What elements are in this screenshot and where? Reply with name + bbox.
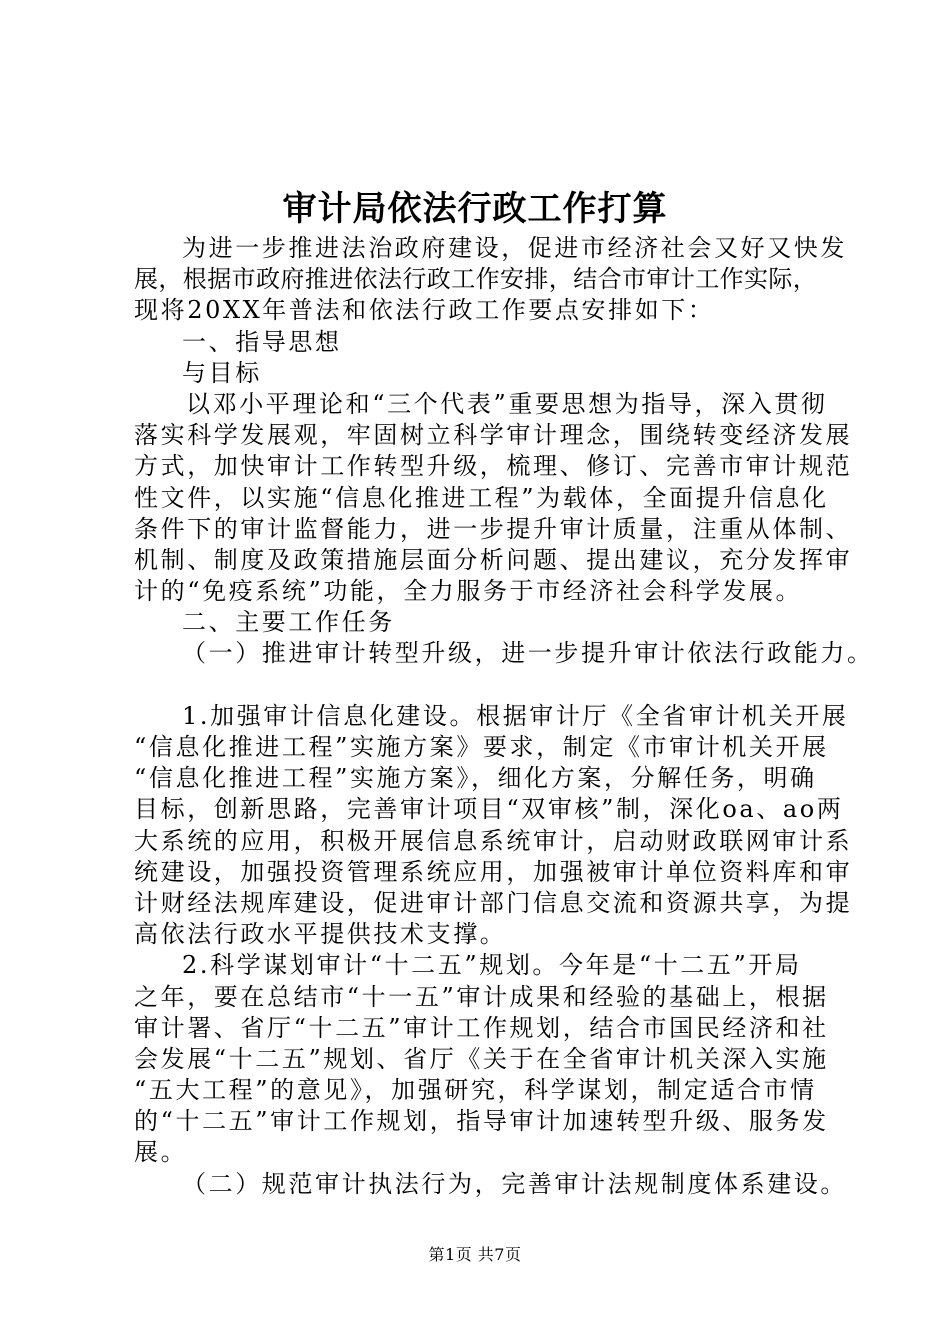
paragraph-line: 大系统的应用，积极开展信息系统审计，启动财政联网审计系 bbox=[134, 826, 853, 855]
paragraph-line: 条件下的审计监督能力，进一步提升审计质量，注重从体制、 bbox=[134, 514, 853, 543]
paragraph-line: 2.科学谋划审计“十二五”规划。今年是“十二五”开局 bbox=[182, 951, 802, 980]
paragraph-line: 机制、制度及政策措施层面分析问题、提出建议，充分发挥审 bbox=[134, 545, 853, 574]
paragraph-line: 为进一步推进法治政府建设，促进市经济社会又好又快发 bbox=[182, 234, 847, 262]
paragraph-line: 高依法行政水平提供技术支撑。 bbox=[134, 920, 507, 949]
section-heading: 二、主要工作任务 bbox=[182, 608, 395, 637]
paragraph-line: 计财经法规库建设，促进审计部门信息交流和资源共享，为提 bbox=[134, 888, 853, 917]
paragraph-line: 落实科学发展观，牢固树立科学审计理念，围绕转变经济发展 bbox=[134, 421, 853, 450]
paragraph-line: 1.加强审计信息化建设。根据审计厅《全省审计机关开展 bbox=[182, 701, 849, 730]
paragraph-line: 的“十二五”审计工作规划，指导审计加速转型升级、服务发 bbox=[134, 1107, 829, 1136]
subsection-heading: （一）推进审计转型升级，进一步提升审计依法行政能力。 bbox=[182, 639, 874, 668]
paragraph-line: 展，根据市政府推进依法行政工作安排，结合市审计工作实际， bbox=[134, 265, 818, 294]
section-heading: 与目标 bbox=[182, 358, 262, 387]
section-heading: 一、指导思想 bbox=[182, 327, 342, 356]
paragraph-line: 方式，加快审计工作转型升级，梳理、修订、完善市审计规范 bbox=[134, 452, 853, 481]
blank-line bbox=[134, 670, 834, 701]
paragraph-line: “信息化推进工程”实施方案》，细化方案，分解任务，明确 bbox=[134, 764, 817, 793]
paragraph-line: “五大工程”的意见》，加强研究，科学谋划，制定适合市情 bbox=[134, 1076, 817, 1105]
subsection-heading: （二）规范审计执法行为，完善审计法规制度体系建设。 bbox=[182, 1169, 847, 1198]
paragraph-line: 以邓小平理论和“三个代表”重要思想为指导，深入贯彻 bbox=[186, 389, 828, 418]
paragraph-line: 会发展“十二五”规划、省厅《关于在全省审计机关深入实施 bbox=[134, 1044, 829, 1073]
paragraph-line: 计的“免疫系统”功能，全力服务于市经济社会科学发展。 bbox=[134, 577, 803, 606]
document-title: 审计局依法行政工作打算 bbox=[282, 189, 668, 229]
paragraph-line: 审计署、省厅“十二五”审计工作规划，结合市国民经济和社 bbox=[134, 1013, 829, 1042]
paragraph-line: 统建设，加强投资管理系统应用，加强被审计单位资料库和审 bbox=[134, 857, 853, 886]
document-body bbox=[134, 233, 874, 1200]
paragraph-line: 性文件，以实施“信息化推进工程”为载体，全面提升信息化 bbox=[134, 483, 829, 512]
paragraph-line: 之年，要在总结市“十一五”审计成果和经验的基础上，根据 bbox=[134, 982, 829, 1011]
paragraph-line: “信息化推进工程”实施方案》要求，制定《市审计机关开展 bbox=[134, 733, 829, 761]
paragraph-line: 展。 bbox=[134, 1138, 188, 1167]
page-footer: 第1页 共7页 bbox=[428, 1245, 522, 1264]
paragraph-line: 目标，创新思路，完善审计项目“双审核”制，深化oa、ao两 bbox=[134, 795, 844, 824]
paragraph-line: 现将20XX年普法和依法行政工作要点安排如下： bbox=[134, 296, 715, 325]
